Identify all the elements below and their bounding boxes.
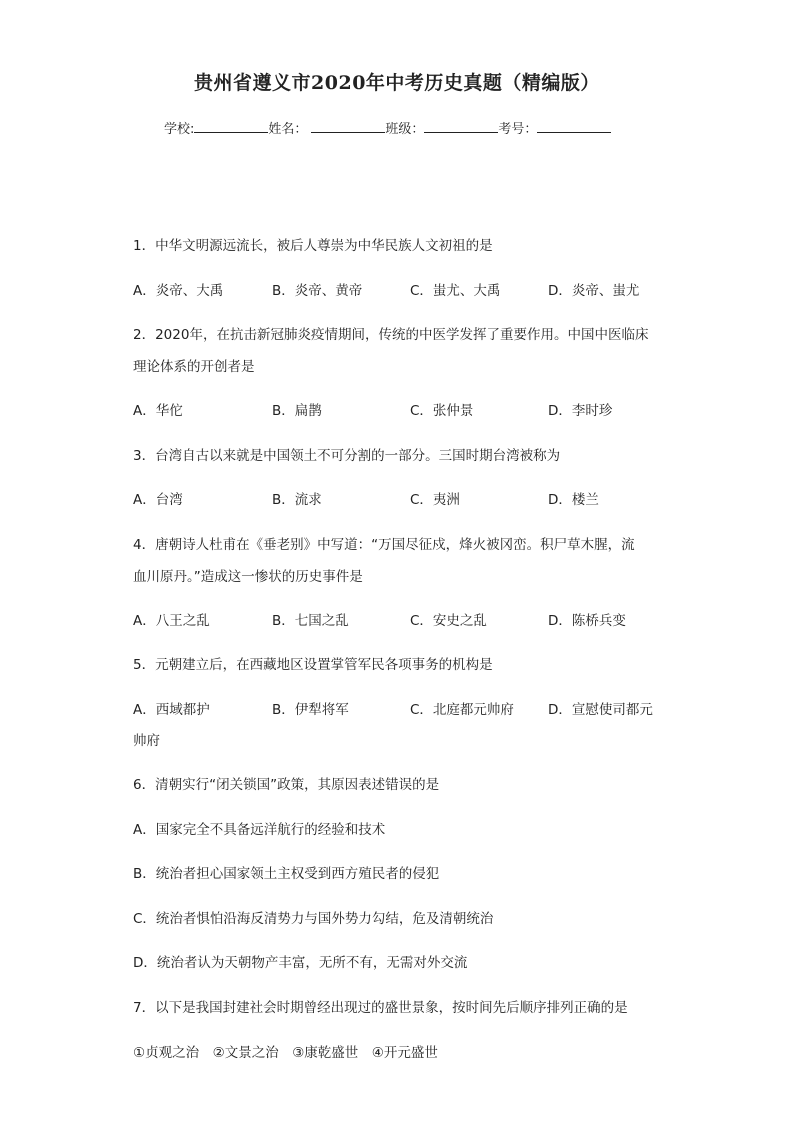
option-c: C．蚩尤、大禹 [410,283,501,299]
name-label: 姓名： [268,122,308,137]
option-d: D．楼兰 [548,492,599,508]
question-6-option-a: A．国家完全不具备远洋航行的经验和技术 [133,822,386,838]
option-a: A．台湾 [133,492,183,508]
question-3-stem: 3．台湾自古以来就是中国领土不可分割的一部分。三国时期台湾被称为 [133,448,561,464]
option-b: B．扁鹊 [272,403,322,419]
class-label: 班级： [385,122,425,137]
exam-no-blank [537,120,611,133]
option-b: B．炎帝、黄帝 [272,283,363,299]
class-blank [424,120,498,133]
question-5-option-d-continuation: 帅府 [133,733,160,749]
option-c: C．北庭都元帅府 [410,702,514,718]
option-a: A．西域都护 [133,702,210,718]
question-7-stem: 7．以下是我国封建社会时期曾经出现过的盛世景象，按时间先后顺序排列正确的是 [133,1000,628,1016]
option-d: D．宣慰使司都元 [548,702,653,718]
option-c: C．张仲景 [410,403,474,419]
school-blank [194,120,268,133]
option-a: A．华佗 [133,403,183,419]
page-title: 贵州省遵义市2020年中考历史真题（精编版） [194,72,600,94]
option-c: C．夷洲 [410,492,460,508]
option-d: D．李时珍 [548,403,613,419]
question-5-stem: 5．元朝建立后，在西藏地区设置掌管军民各项事务的机构是 [133,657,493,673]
option-c: C．安史之乱 [410,613,487,629]
option-b: B．伊犁将军 [272,702,349,718]
question-7-items: ①贞观之治 ②文景之治 ③康乾盛世 ④开元盛世 [133,1045,438,1061]
option-a: A．炎帝、大禹 [133,283,224,299]
question-1-stem: 1．中华文明源远流长，被后人尊崇为中华民族人文初祖的是 [133,238,493,254]
option-b: B．七国之乱 [272,613,349,629]
option-a: A．八王之乱 [133,613,210,629]
question-4-stem-line-2: 血川原丹。”造成这一惨状的历史事件是 [133,569,363,585]
question-6-option-d: D．统治者认为天朝物产丰富，无所不有，无需对外交流 [133,955,468,971]
name-blank [311,120,385,133]
option-d: D．炎帝、蚩尤 [548,283,640,299]
student-info-line [164,118,611,137]
question-2-stem-line-2: 理论体系的开创者是 [133,359,255,375]
exam-no-label: 考号： [498,122,538,137]
option-d: D．陈桥兵变 [548,613,626,629]
question-4-stem-line-1: 4．唐朝诗人杜甫在《垂老别》中写道：“万国尽征戍，烽火被冈峦。积尸草木腥，流 [133,537,635,553]
option-b: B．流求 [272,492,322,508]
question-6-stem: 6．清朝实行“闭关锁国”政策，其原因表述错误的是 [133,777,440,793]
question-6-option-c: C．统治者惧怕沿海反清势力与国外势力勾结，危及清朝统治 [133,911,494,927]
question-2-stem-line-1: 2．2020年，在抗击新冠肺炎疫情期间，传统的中医学发挥了重要作用。中国中医临床 [133,327,649,343]
question-6-option-b: B．统治者担心国家领土主权受到西方殖民者的侵犯 [133,866,440,882]
school-label: 学校: [164,122,195,137]
